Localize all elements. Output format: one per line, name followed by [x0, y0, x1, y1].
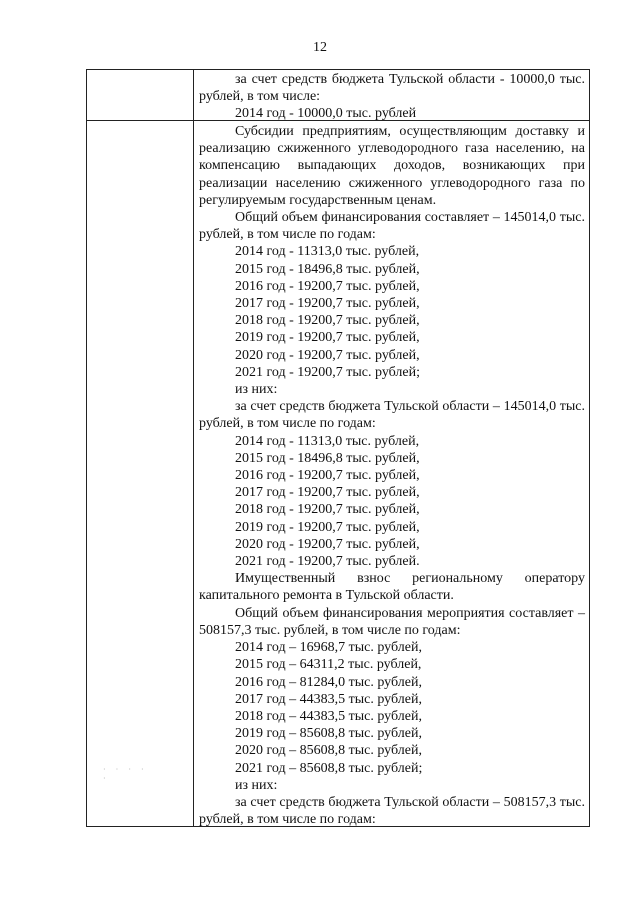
paragraph-line: 2018 год - 19200,7 тыс. рублей, — [235, 502, 420, 518]
left-cell-mark: · · · · · — [103, 765, 148, 783]
paragraph-line: 2017 год - 19200,7 тыс. рублей, — [235, 485, 420, 501]
paragraph-line: 2014 год - 10000,0 тыс. рублей — [235, 106, 417, 122]
page-number: 12 — [313, 40, 327, 55]
paragraph-line: 2020 год - 19200,7 тыс. рублей, — [235, 347, 420, 363]
paragraph-line: 2021 год - 19200,7 тыс. рублей. — [235, 554, 420, 570]
column-divider — [193, 70, 194, 826]
paragraph-line: 2016 год - 19200,7 тыс. рублей, — [235, 278, 420, 294]
paragraph: Общий объем финансирования составляет – 145014,0 тыс. рублей, в том числе по годам: — [199, 210, 585, 243]
paragraph-line: 2018 год - 19200,7 тыс. рублей, — [235, 313, 420, 329]
paragraph-line: 2017 год – 44383,5 тыс. рублей, — [235, 691, 422, 707]
paragraph-line: 2019 год – 85608,8 тыс. рублей, — [235, 726, 422, 742]
paragraph-line: 2020 год - 19200,7 тыс. рублей, — [235, 536, 420, 552]
paragraph-line: 2014 год - 11313,0 тыс. рублей, — [235, 433, 420, 449]
paragraph: Имущественный взнос региональному оператору капитального ремонта в Тульской области. — [199, 571, 585, 604]
paragraph-line: из них: — [235, 382, 278, 398]
paragraph-line: 2021 год – 85608,8 тыс. рублей; — [235, 760, 423, 776]
paragraph-line: 2020 год – 85608,8 тыс. рублей, — [235, 743, 422, 759]
paragraph-line: 2021 год - 19200,7 тыс. рублей; — [235, 364, 421, 380]
paragraph-line: 2015 год – 64311,2 тыс. рублей, — [235, 657, 422, 673]
paragraph: Субсидии предприятиям, осуществляющим доставку и реализацию сжиженного углеводородного газа населению, на компенсацию выпадающих доходов, возникающих при реализации населению сжиженного углеводородного газа по регулируемым государственным ценам. — [199, 124, 585, 208]
paragraph-line: 2019 год - 19200,7 тыс. рублей, — [235, 330, 420, 346]
paragraph-line: 2014 год - 11313,0 тыс. рублей, — [235, 244, 420, 260]
paragraph-line: из них: — [235, 777, 278, 793]
paragraph-line: 2016 год – 81284,0 тыс. рублей, — [235, 674, 422, 690]
paragraph-line: 2017 год - 19200,7 тыс. рублей, — [235, 296, 420, 312]
table-cell-main — [199, 123, 585, 828]
paragraph: Общий объем финансирования мероприятия составляет – 508157,3 тыс. рублей, в том числе по годам: — [199, 605, 585, 638]
paragraph: за счет средств бюджета Тульской области – 508157,3 тыс. рублей, в том числе по годам: — [199, 794, 585, 828]
paragraph-line: 2015 год - 18496,8 тыс. рублей, — [235, 261, 420, 277]
paragraph-line: 2014 год – 16968,7 тыс. рублей, — [235, 640, 422, 656]
paragraph-line: 2019 год - 19200,7 тыс. рублей, — [235, 519, 420, 535]
paragraph-line: 2015 год - 18496,8 тыс. рублей, — [235, 450, 420, 466]
table-cell-top — [199, 71, 585, 123]
paragraph: за счет средств бюджета Тульской области - 10000,0 тыс. рублей, в том числе: — [199, 72, 585, 105]
paragraph-line: 2016 год - 19200,7 тыс. рублей, — [235, 468, 420, 484]
document-table — [86, 69, 590, 827]
paragraph-line: 2018 год – 44383,5 тыс. рублей, — [235, 708, 422, 724]
paragraph: за счет средств бюджета Тульской области – 145014,0 тыс. рублей, в том числе по годам: — [199, 399, 585, 432]
